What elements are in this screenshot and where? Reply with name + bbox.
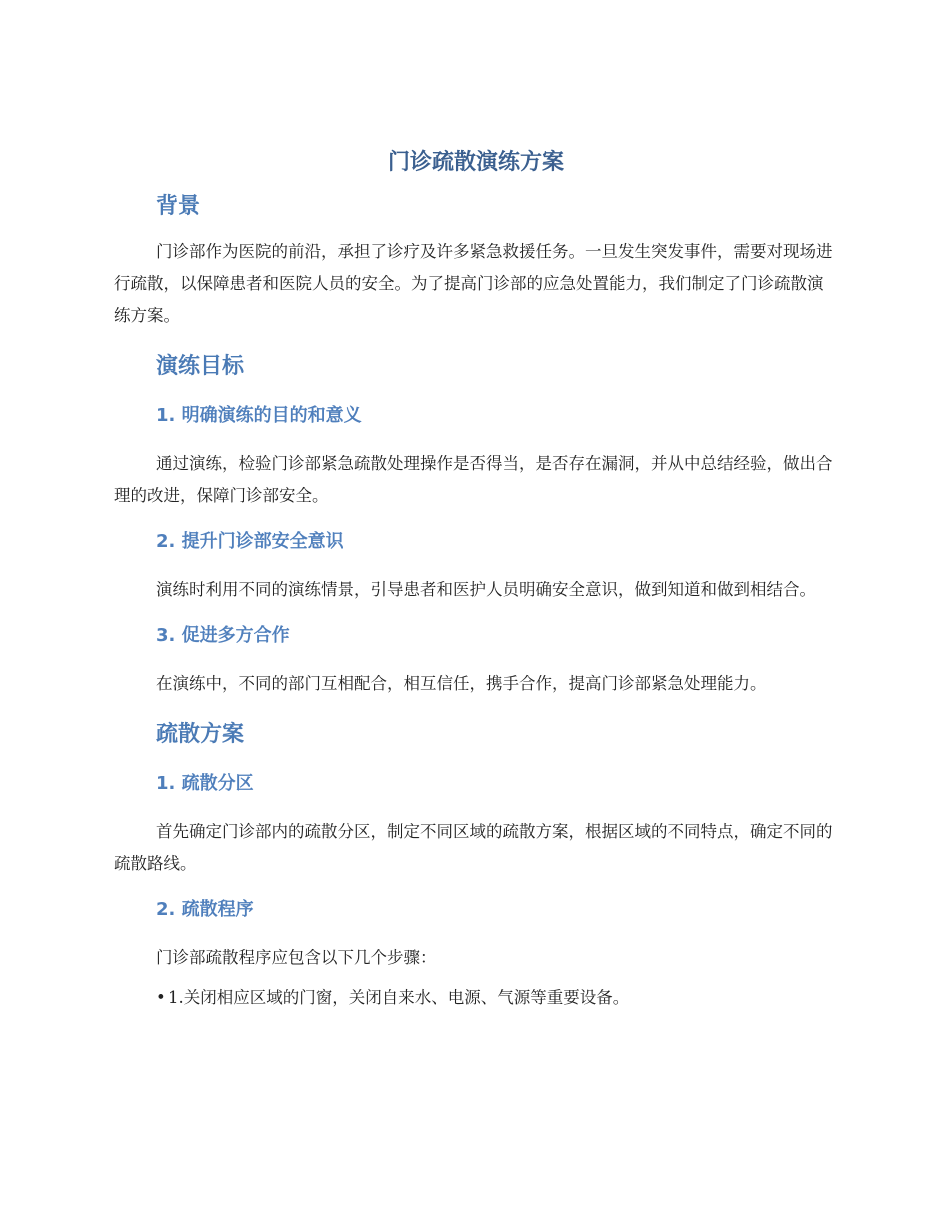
plan-1-paragraph: 首先确定门诊部内的疏散分区，制定不同区域的疏散方案，根据区域的不同特点，确定不同的疏散路线。 [114, 822, 833, 873]
subsection-heading-goal-2: 2. 提升门诊部安全意识 [156, 531, 344, 552]
subsection-heading-goal-3: 3. 促进多方合作 [156, 625, 290, 646]
section-heading-background: 背景 [156, 194, 201, 219]
list-item [156, 982, 838, 1014]
goal-3-paragraph: 在演练中，不同的部门互相配合，相互信任，携手合作，提高门诊部紧急处理能力。 [156, 674, 767, 693]
subsection-heading-plan-1: 1. 疏散分区 [156, 773, 254, 794]
subsection-heading-plan-2: 2. 疏散程序 [156, 899, 254, 920]
background-paragraph: 门诊部作为医院的前沿，承担了诊疗及许多紧急救援任务。一旦发生突发事件，需要对现场进行疏散，以保障患者和医院人员的安全。为了提高门诊部的应急处置能力，我们制定了门诊疏散演练方案。 [114, 242, 833, 325]
section-heading-goals: 演练目标 [156, 354, 245, 379]
section-heading-plan: 疏散方案 [156, 722, 245, 747]
subsection-heading-goal-1: 1. 明确演练的目的和意义 [156, 405, 362, 426]
goal-2-paragraph: 演练时利用不同的演练情景，引导患者和医护人员明确安全意识，做到知道和做到相结合。 [156, 580, 816, 599]
plan-2-paragraph: 门诊部疏散程序应包含以下几个步骤： [156, 948, 437, 967]
document-title: 门诊疏散演练方案 [387, 150, 564, 175]
bullet-icon: • [156, 988, 166, 1007]
goal-1-paragraph: 通过演练，检验门诊部紧急疏散处理操作是否得当，是否存在漏洞，并从中总结经验，做出合理的改进，保障门诊部安全。 [114, 454, 833, 505]
list-item-text: 1.关闭相应区域的门窗，关闭自来水、电源、气源等重要设备。 [168, 988, 630, 1007]
